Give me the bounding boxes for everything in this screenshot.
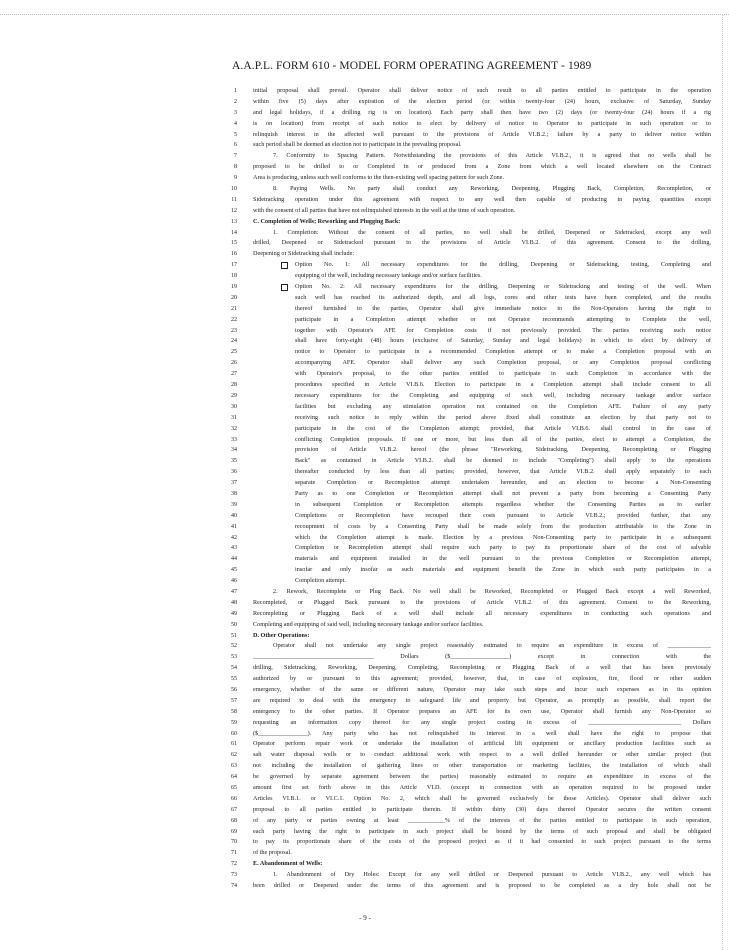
line-number: 4 xyxy=(234,120,237,127)
line-number: 73 xyxy=(231,872,237,879)
line-text: drilling, Sidetracking, Reworking, Deepening, Completing, Recompleting or Plugging Back of a well that has been previously xyxy=(253,664,711,672)
line-text: to pay its proportionate share of the costs of the proposed project as if it had consented to such project pursuant to the terms xyxy=(253,838,711,846)
line-text: D. Other Operations: xyxy=(253,631,310,639)
line-number: 62 xyxy=(231,752,237,759)
line-number: 32 xyxy=(231,425,237,432)
line-number: 21 xyxy=(231,305,237,312)
document-line xyxy=(225,511,711,522)
line-text: Recompleted, or Plugged Back pursuant to the provisions of Article VI.B.2. of this agreement. Consent to the Reworking, xyxy=(253,598,711,606)
document-line xyxy=(225,402,711,413)
line-text: insofar and only insofar as such materials and equipment benefit the Zone in which such party participates in a xyxy=(295,566,711,574)
line-number: 5 xyxy=(234,131,237,138)
line-number: 66 xyxy=(231,795,237,802)
line-text: proposal to all parties entitled to participate therein. If within thirty (30) days thereof Operator secures the written consent xyxy=(253,805,711,813)
document-line xyxy=(225,620,711,631)
document-line xyxy=(225,97,711,108)
document-line xyxy=(225,663,711,674)
line-number: 29 xyxy=(231,392,237,399)
document-line xyxy=(225,543,711,554)
document-line xyxy=(225,108,711,119)
line-number: 35 xyxy=(231,458,237,465)
line-number: 19 xyxy=(231,284,237,291)
line-text: thereof furnished to the parties, Operator shall give immediate notice to the Non-Operators having the right to xyxy=(295,304,711,312)
line-number: 53 xyxy=(231,654,237,661)
line-text: drilled, Deepened or Sidetracked pursuant to the provisions of Article VI.B.2. of this agreement. Consent to the drilling, xyxy=(253,239,711,247)
document-line xyxy=(225,195,711,206)
document-line xyxy=(225,238,711,249)
line-text: Sidetracking operation under this agreement with respect to any well then capable of producing in paying quantities except xyxy=(253,195,711,203)
line-number: 37 xyxy=(231,480,237,487)
scan-top-edge xyxy=(0,14,729,15)
line-number: 39 xyxy=(231,501,237,508)
document-line xyxy=(225,456,711,467)
line-number: 56 xyxy=(231,686,237,693)
document-line xyxy=(225,130,711,141)
line-number: 65 xyxy=(231,785,237,791)
line-text: provision of Article VI.B.2. hereof (the phrase "Reworking, Sidetracking, Deepening, Recompleting or Plugging xyxy=(295,446,711,454)
line-text: thereafter conducted by less than all parties; provided, however, that Article VI.B.2. shall apply separately to each xyxy=(295,468,711,476)
document-line xyxy=(225,641,711,652)
document-line xyxy=(225,718,711,729)
line-text: which the Completion attempt is made. Election by a previous Non-Consenting party to participate in a subsequent xyxy=(295,533,711,541)
document-line xyxy=(225,119,711,130)
line-text: such well has reached its authorized depth, and all logs, cores and other tests have been completed, and the results xyxy=(295,293,711,301)
line-text: 2. Rework, Recomplete or Plug Back. No well shall be Reworked, Recompleted or Plugged Back except a well Reworked, xyxy=(273,587,711,595)
line-text: _______________________________________ Dollars ($___________________) except in connection with the xyxy=(253,653,711,661)
line-text: E. Abandonment of Wells: xyxy=(253,860,323,868)
line-text: initial proposal shall prevail. Operator shall deliver notice of such result to all parties entitled to participate in the operation xyxy=(253,87,711,94)
line-number: 58 xyxy=(231,708,237,715)
document-line xyxy=(225,467,711,478)
document-line xyxy=(225,445,711,456)
line-number: 50 xyxy=(231,621,237,628)
line-number: 48 xyxy=(231,599,237,606)
line-number: 59 xyxy=(231,719,237,726)
document-line xyxy=(225,162,711,173)
line-number: 54 xyxy=(231,665,237,672)
line-number: 9 xyxy=(234,175,237,182)
line-number: 46 xyxy=(231,578,237,585)
document-line xyxy=(225,260,711,271)
line-number: 3 xyxy=(234,109,237,116)
line-text: emergency, whether of the same or different nature, Operator may take such steps and incur such expenses as in its opinion xyxy=(253,685,711,693)
line-text: Operator perform repair work or undertake the installation of artificial lift equipment or ancillary production facilities such as xyxy=(253,740,711,748)
document-line xyxy=(225,358,711,369)
document-line xyxy=(225,391,711,402)
line-text: Back" as contained in Article VI.B.2. shall be deemed to include "Completing") shall apply to the operations xyxy=(295,457,711,465)
document-line xyxy=(225,609,711,620)
line-text: not including the installation of gathering lines or other transportation or marketing facilities, the installation of which shall xyxy=(253,762,711,770)
document-line xyxy=(225,293,711,304)
document-line xyxy=(225,369,711,380)
line-number: 22 xyxy=(231,316,237,323)
line-text: each party having the right to participate in such project shall be bound by the terms of such proposal and shall be obligated xyxy=(253,827,711,835)
document-line xyxy=(225,729,711,740)
line-text: been drilled or Deepened under the terms of this agreement and is proposed to be completed as a dry hole shall not be xyxy=(253,882,711,890)
line-number: 49 xyxy=(231,610,237,617)
line-text: recoupment of costs by a Consenting Party shall be made solely from the production attributable to the Zone in xyxy=(295,522,711,530)
line-text: of the proposal. xyxy=(253,849,292,857)
line-number: 24 xyxy=(231,338,237,345)
line-number: 51 xyxy=(231,632,237,639)
line-number: 71 xyxy=(231,850,237,857)
line-number: 44 xyxy=(231,556,237,563)
line-number: 38 xyxy=(231,490,237,497)
line-number: 33 xyxy=(231,436,237,443)
line-text: with Operator's proposal, to the other parties entitled to participate in such Completion in accordance with the xyxy=(295,370,711,378)
line-text: with the consent of all parties that have not relinquished interests in the well at the time of such operation. xyxy=(253,206,516,214)
line-number: 69 xyxy=(231,828,237,835)
line-text: together with Operator's AFE for Completion costs if not previously provided. The parties receiving such notice xyxy=(295,326,711,334)
line-number: 47 xyxy=(231,588,237,595)
line-text: participate in the cost of the Completion attempt; provided, that Article VI.B.6. shall control in the case of xyxy=(295,424,711,432)
checkbox-icon xyxy=(281,284,288,291)
document-line xyxy=(225,837,711,848)
line-number: 7 xyxy=(234,153,237,160)
line-number: 6 xyxy=(234,142,237,149)
line-number: 61 xyxy=(231,741,237,748)
document-line xyxy=(225,315,711,326)
line-number: 60 xyxy=(231,730,237,737)
page-number: - 9 - xyxy=(359,914,371,922)
document-line xyxy=(225,707,711,718)
document-line xyxy=(225,326,711,337)
line-text: amount first set forth above in this Article VI.D. (except in connection with an operation required to be proposed under xyxy=(253,784,711,791)
line-text: emergency to the other parties. If Operator prepares an AFE for its own use, Operator shall furnish any Non-Operator so xyxy=(253,707,711,715)
line-number: 27 xyxy=(231,371,237,378)
line-number: 40 xyxy=(231,512,237,519)
line-number: 12 xyxy=(231,207,237,214)
line-text: salt water disposal wells or to conduct additional work with respect to a well drilled hereunder or other similar project (but xyxy=(253,751,711,759)
document-line xyxy=(225,794,711,805)
document-line xyxy=(225,652,711,663)
line-text: authorized by or pursuant to this agreement; provided, however, that, in case of explosion, fire, flood or other sudden xyxy=(253,675,711,683)
line-text: Articles VI.B.1. or VI.C.1. Option No. 2, which shall be governed exclusively be those Articles). Operator shall deliver such xyxy=(253,794,711,802)
line-text: Completion or Recompletion attempt shall require such party to pay its proportionate share of the cost of salvable xyxy=(295,544,711,552)
line-text: Completion attempt. xyxy=(295,577,346,585)
line-number: 1 xyxy=(234,88,237,94)
line-text: materials and equipment installed in the well pursuant to the previous Completion or Recompletion attempt, xyxy=(295,555,711,563)
document-line xyxy=(225,533,711,544)
line-text: separate Completion or Recompletion attempt undertaken hereunder, and an election to become a Non-Consenting xyxy=(295,479,711,487)
line-text: relinquish interest in the affected well pursuant to the provisions of Article VI.B.2.; failure by a party to deliver notice within xyxy=(253,130,711,138)
document-line xyxy=(225,816,711,827)
document-line xyxy=(225,761,711,772)
line-number: 20 xyxy=(231,294,237,301)
document-line xyxy=(225,522,711,533)
line-number: 26 xyxy=(231,360,237,367)
document-line xyxy=(225,554,711,565)
document-line xyxy=(225,413,711,424)
line-text: within five (5) days after expiration of the election period (or within twenty-four (24) hours, exclusive of Saturday, Sunday xyxy=(253,97,711,105)
document-line xyxy=(225,424,711,435)
line-number: 10 xyxy=(231,186,237,193)
line-text: are required to deal with the emergency to safeguard life and property but Operator, as promptly as possible, shall report the xyxy=(253,696,711,704)
line-number: 67 xyxy=(231,806,237,813)
line-number: 17 xyxy=(231,262,237,269)
line-number: 36 xyxy=(231,469,237,476)
scan-right-edge xyxy=(722,14,723,950)
line-text: notice to Operator to participate in a recommended Completion attempt or to make a Completion proposal with an xyxy=(295,348,711,356)
line-text: Area is producing, unless such well conforms to the then-existing well spacing pattern for such Zone. xyxy=(253,174,505,182)
document-line xyxy=(225,500,711,511)
line-text: requesting an information copy thereof for any single project costing in excess of ______________________________ Dollars xyxy=(253,718,711,726)
line-text: 1. Completion: Without the consent of all parties, no well shall be drilled, Deepened or Sidetracked, except any well xyxy=(273,228,711,236)
line-text: ($________________). Any party who has not relinquished its interest in a well shall have the right to propose that xyxy=(253,729,711,737)
document-line xyxy=(225,347,711,358)
document-line xyxy=(225,881,711,892)
line-number: 41 xyxy=(231,523,237,530)
line-number: 34 xyxy=(231,447,237,454)
document-line xyxy=(225,151,711,162)
line-number: 28 xyxy=(231,382,237,389)
line-text: Operator shall not undertake any single project reasonably estimated to require an expenditure in excess of ______________ xyxy=(273,642,711,650)
line-number: 45 xyxy=(231,567,237,574)
document-line xyxy=(225,805,711,816)
line-text: in subsequent Completion or Recompletion attempts regardless whether the Consenting Parties as to earlier xyxy=(295,500,711,508)
line-text: of any party or parties owning at least ____________% of the interests of the parties entitled to participate in such operation, xyxy=(253,816,711,824)
document-line xyxy=(225,478,711,489)
line-number: 64 xyxy=(231,774,237,781)
document-line xyxy=(225,489,711,500)
line-number: 25 xyxy=(231,349,237,356)
line-text: receiving such notice to reply within the period above fixed shall constitute an election by that party not to xyxy=(295,413,711,421)
line-text: equipping of the well, including necessary tankage and/or surface facilities. xyxy=(295,272,482,280)
line-number: 18 xyxy=(231,273,237,280)
line-text: Option No. 2: All necessary expenditures for the drilling, Deepening or Sidetracking and testing of the well. When xyxy=(295,283,711,291)
line-text: participate in a Completion attempt whether or not Operator recommends attempting to Complete the well, xyxy=(295,315,711,323)
document-body xyxy=(225,86,711,892)
line-text: such period shall be deemed an election not to participate in the prevailing proposal. xyxy=(253,141,462,149)
document-line xyxy=(225,380,711,391)
document-line xyxy=(225,859,711,870)
line-number: 68 xyxy=(231,817,237,824)
document-line xyxy=(225,282,711,293)
document-line xyxy=(225,827,711,838)
line-text: accompanying AFE. Operator shall deliver any such Completion proposal, or any Completion proposal conflicting xyxy=(295,359,711,367)
line-text: 8. Paying Wells. No party shall conduct any Reworking, Deepening, Plugging Back, Completion, Recompletion, or xyxy=(273,185,711,193)
line-number: 42 xyxy=(231,534,237,541)
line-text: C. Completion of Wells; Reworking and Plugging Back: xyxy=(253,217,401,225)
page-title: A.A.P.L. FORM 610 - MODEL FORM OPERATING AGREEMENT - 1989 xyxy=(232,60,592,72)
document-line xyxy=(225,772,711,783)
document-line xyxy=(225,848,711,859)
line-number: 2 xyxy=(234,98,237,105)
document-line xyxy=(225,435,711,446)
document-line xyxy=(225,304,711,315)
line-text: shall have forty-eight (48) hours (exclusive of Saturday, Sunday and legal holidays) in which to elect by delivery of xyxy=(295,337,711,345)
document-line xyxy=(225,576,711,587)
line-number: 52 xyxy=(231,643,237,650)
line-number: 13 xyxy=(231,218,237,225)
document-line xyxy=(225,140,711,151)
line-number: 74 xyxy=(231,883,237,890)
line-text: proposed to be drilled to or Completed in or produced from a Zone from which a well located elsewhere on the Contract xyxy=(253,163,711,171)
line-number: 43 xyxy=(231,545,237,552)
line-text: is on location) from receipt of such notice to elect by delivery of notice to Operator to participate in such operation or to xyxy=(253,119,711,127)
line-text: Completing and equipping of said well, including necessary tankage and/or surface facilities. xyxy=(253,620,484,628)
line-number: 11 xyxy=(231,196,237,203)
document-line xyxy=(225,696,711,707)
document-line xyxy=(225,739,711,750)
document-line xyxy=(225,565,711,576)
line-text: Completions or Recompletion have recouped their costs pursuant to Article VI.B.2.; provided further, that any xyxy=(295,511,711,519)
line-number: 57 xyxy=(231,697,237,704)
document-line xyxy=(225,217,711,228)
line-number: 72 xyxy=(231,861,237,868)
line-number: 15 xyxy=(231,240,237,247)
line-number: 31 xyxy=(231,414,237,421)
document-line xyxy=(225,271,711,282)
line-text: Deepening or Sidetracking shall include: xyxy=(253,250,355,258)
line-text: necessary expenditures for the Completing and equipping of such well, including necessary tankage and/or surface xyxy=(295,391,711,399)
document-line xyxy=(225,870,711,881)
document-line xyxy=(225,674,711,685)
line-number: 30 xyxy=(231,403,237,410)
document-line xyxy=(225,598,711,609)
line-number: 70 xyxy=(231,839,237,846)
document-line xyxy=(225,750,711,761)
line-text: 7. Conformity to Spacing Pattern. Notwithstanding the provisions of this Article VI.B.2., it is agreed that no wells shall be xyxy=(273,152,711,160)
line-number: 63 xyxy=(231,763,237,770)
document-line xyxy=(225,206,711,217)
line-text: facilities but excluding any stimulation operation not contained on the Completion AFE. Failure of any party xyxy=(295,402,711,410)
document-line xyxy=(225,184,711,195)
line-text: 1. Abandonment of Dry Holes: Except for any well drilled or Deepened pursuant to Article VI.B.2., any well which has xyxy=(273,871,711,879)
document-line xyxy=(225,336,711,347)
line-text: conflicting Completion proposals. If one or more, but less than all of the parties, elect to attempt a Completion, the xyxy=(295,435,711,443)
document-line xyxy=(225,86,711,97)
line-text: and legal holidays, if a drilling rig is on location). Each party shall then have two (2) days (or twenty-four (24) hours if a rig xyxy=(253,108,711,116)
line-number: 16 xyxy=(231,251,237,258)
line-text: procedures specified in Article VI.B.6. Election to participate in a Completion attempt shall include consent to all xyxy=(295,381,711,389)
line-number: 23 xyxy=(231,327,237,334)
document-line xyxy=(225,173,711,184)
line-text: be governed by separate agreement between the parties) reasonably estimated to require an expenditure in excess of the xyxy=(253,773,711,781)
line-text: Recompleting or Plugging Back of a well shall include all necessary expenditures in conducting such operations and xyxy=(253,609,711,617)
document-line xyxy=(225,249,711,260)
document-line xyxy=(225,783,711,794)
line-text: Party as to one Completion or Recompletion attempt shall not prevent a party from becoming a Consenting Party xyxy=(295,489,711,497)
line-number: 14 xyxy=(231,229,237,236)
document-line xyxy=(225,631,711,642)
document-line xyxy=(225,587,711,598)
line-text: Option No. 1: All necessary expenditures for the drilling, Deepening or Sidetracking, testing, Completing and xyxy=(295,261,711,269)
line-number: 8 xyxy=(234,164,237,171)
checkbox-icon xyxy=(281,262,288,269)
document-line xyxy=(225,228,711,239)
document-line xyxy=(225,685,711,696)
line-number: 55 xyxy=(231,676,237,683)
